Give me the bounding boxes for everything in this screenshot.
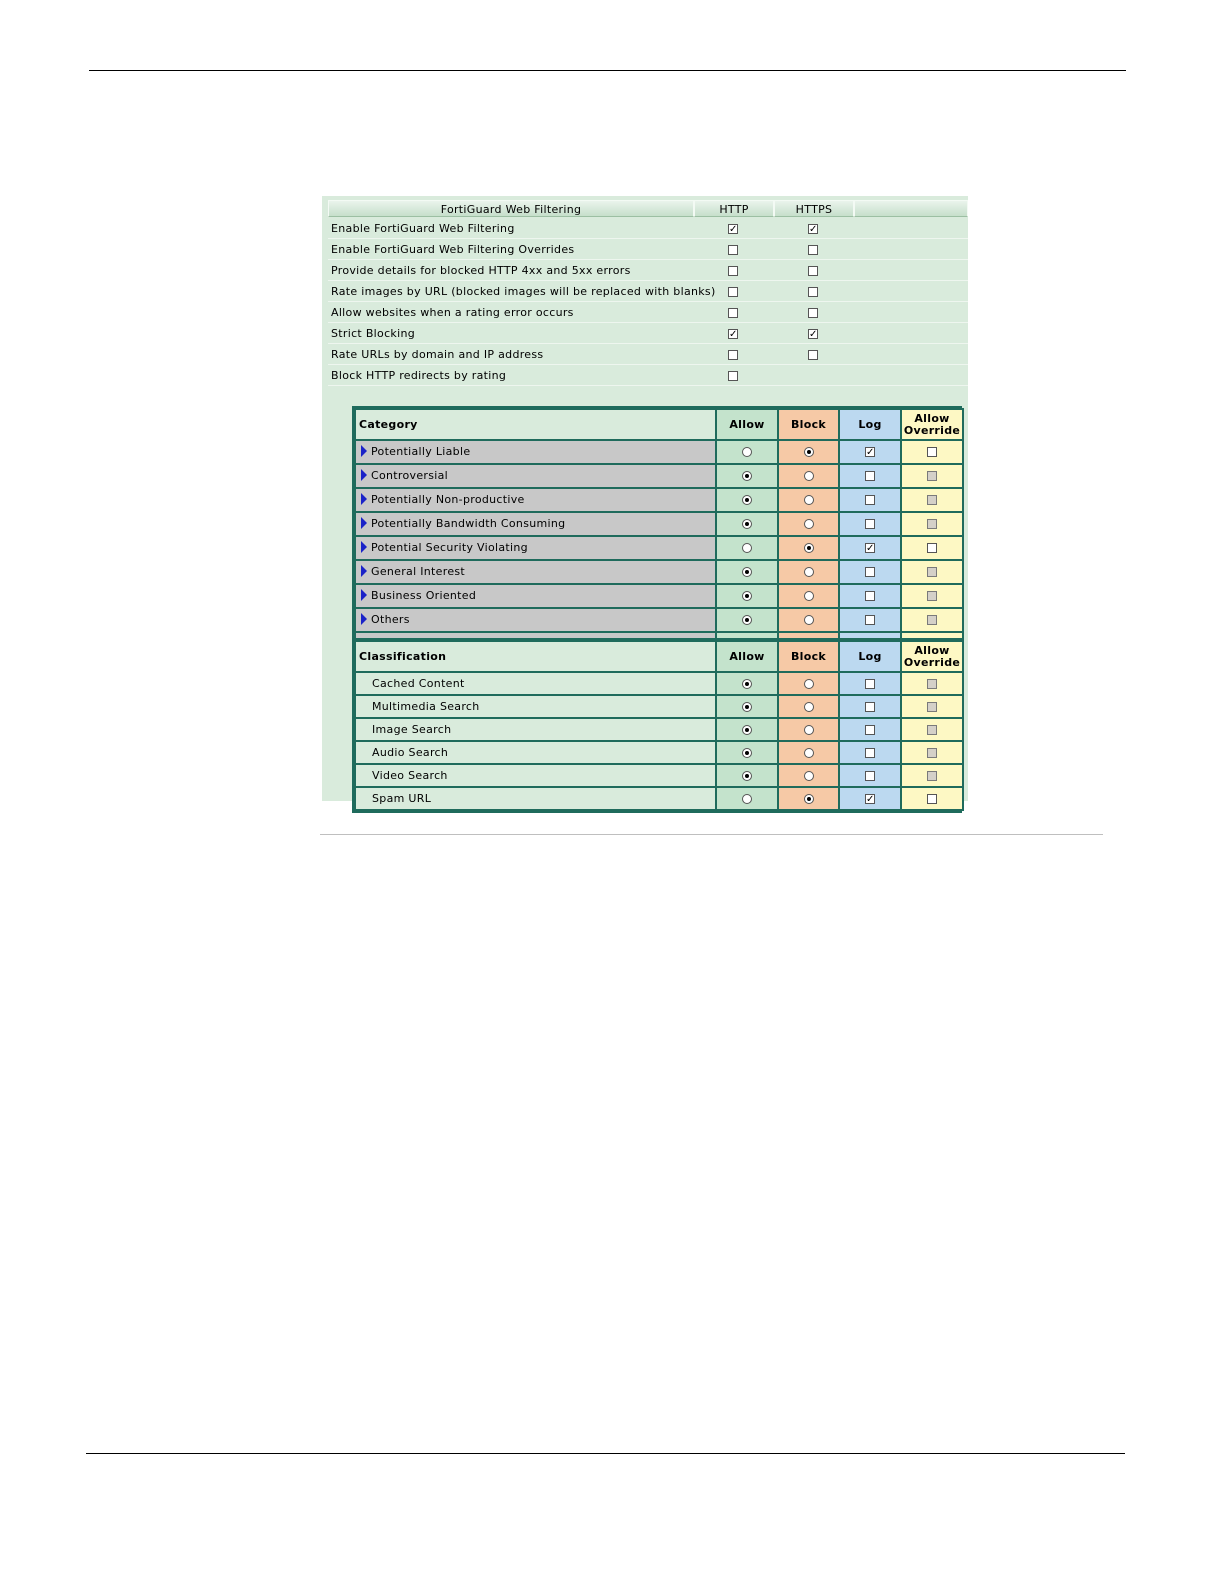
settings-row bbox=[328, 282, 968, 302]
allow-override-checkbox bbox=[927, 748, 937, 758]
https-checkbox[interactable] bbox=[808, 308, 818, 318]
settings-row bbox=[328, 345, 968, 365]
settings-row bbox=[328, 303, 968, 323]
block-radio[interactable] bbox=[804, 725, 814, 735]
settings-row-label: Enable FortiGuard Web Filtering bbox=[331, 222, 515, 235]
allow-radio[interactable] bbox=[742, 679, 752, 689]
category-row-label: Potentially Bandwidth Consuming bbox=[371, 517, 566, 530]
allow-radio[interactable] bbox=[742, 495, 752, 505]
classification-row-name-cell bbox=[355, 672, 716, 695]
settings-row bbox=[328, 324, 968, 344]
category-header-allow: Allow bbox=[716, 409, 778, 440]
classification-header-allow: Allow bbox=[716, 641, 778, 672]
category-row bbox=[355, 584, 963, 608]
log-checkbox[interactable] bbox=[865, 615, 875, 625]
classification-table bbox=[352, 638, 962, 813]
allow-cell bbox=[716, 536, 778, 560]
allow-cell bbox=[716, 787, 778, 810]
block-cell bbox=[778, 718, 839, 741]
classification-row-label: Video Search bbox=[372, 769, 448, 782]
log-checkbox[interactable] bbox=[865, 519, 875, 529]
settings-header-title: FortiGuard Web Filtering bbox=[328, 200, 694, 217]
category-table bbox=[352, 406, 962, 659]
override-cell bbox=[901, 584, 963, 608]
allow-radio[interactable] bbox=[742, 519, 752, 529]
category-row-name-cell[interactable] bbox=[355, 512, 716, 536]
https-checkbox[interactable] bbox=[808, 350, 818, 360]
allow-cell bbox=[716, 488, 778, 512]
allow-radio[interactable] bbox=[742, 447, 752, 457]
block-radio[interactable] bbox=[804, 591, 814, 601]
http-checkbox[interactable] bbox=[728, 245, 738, 255]
log-cell bbox=[839, 741, 901, 764]
category-row-name-cell[interactable] bbox=[355, 464, 716, 488]
log-cell bbox=[839, 512, 901, 536]
category-row-label: Others bbox=[371, 613, 410, 626]
log-cell bbox=[839, 464, 901, 488]
settings-header bbox=[328, 200, 968, 217]
http-checkbox[interactable] bbox=[728, 371, 738, 381]
http-checkbox[interactable] bbox=[728, 350, 738, 360]
classification-row-label: Multimedia Search bbox=[372, 700, 480, 713]
override-cell bbox=[901, 764, 963, 787]
log-cell bbox=[839, 718, 901, 741]
classification-row bbox=[355, 787, 963, 810]
block-cell bbox=[778, 741, 839, 764]
category-row-label: Business Oriented bbox=[371, 589, 477, 602]
settings-header-http: HTTP bbox=[694, 200, 774, 217]
block-cell bbox=[778, 764, 839, 787]
classification-header-row bbox=[355, 641, 963, 672]
settings-row-label: Rate images by URL (blocked images will be replaced with blanks) bbox=[331, 285, 716, 298]
allow-radio[interactable] bbox=[742, 748, 752, 758]
log-cell bbox=[839, 536, 901, 560]
classification-row bbox=[355, 764, 963, 787]
allow-override-checkbox bbox=[927, 771, 937, 781]
allow-cell bbox=[716, 672, 778, 695]
log-cell bbox=[839, 440, 901, 464]
classification-header-override: Allow Override bbox=[901, 641, 963, 672]
category-row bbox=[355, 536, 963, 560]
classification-header-name: Classification bbox=[355, 641, 716, 672]
log-checkbox[interactable] bbox=[865, 591, 875, 601]
block-radio[interactable] bbox=[804, 615, 814, 625]
allow-override-checkbox bbox=[927, 495, 937, 505]
category-row bbox=[355, 464, 963, 488]
category-row-name-cell[interactable] bbox=[355, 536, 716, 560]
category-header-override: Allow Override bbox=[901, 409, 963, 440]
block-radio[interactable] bbox=[804, 702, 814, 712]
expand-triangle-icon[interactable] bbox=[361, 541, 367, 553]
https-checkbox[interactable] bbox=[808, 266, 818, 276]
allow-radio[interactable] bbox=[742, 471, 752, 481]
override-cell bbox=[901, 718, 963, 741]
category-row-label: Potential Security Violating bbox=[371, 541, 528, 554]
classification-header-log: Log bbox=[839, 641, 901, 672]
category-row-name-cell[interactable] bbox=[355, 608, 716, 632]
http-checkbox[interactable]: ✓ bbox=[729, 224, 738, 235]
allow-override-checkbox bbox=[927, 725, 937, 735]
category-row bbox=[355, 512, 963, 536]
allow-override-checkbox[interactable] bbox=[927, 447, 937, 457]
allow-radio[interactable] bbox=[742, 794, 752, 804]
log-checkbox[interactable]: ✓ bbox=[866, 793, 875, 805]
block-cell bbox=[778, 608, 839, 632]
settings-row-label: Enable FortiGuard Web Filtering Overrides bbox=[331, 243, 575, 256]
allow-cell bbox=[716, 584, 778, 608]
category-row-name-cell[interactable] bbox=[355, 440, 716, 464]
block-cell bbox=[778, 488, 839, 512]
allow-override-checkbox[interactable] bbox=[927, 543, 937, 553]
allow-radio[interactable] bbox=[742, 543, 752, 553]
block-radio[interactable] bbox=[804, 794, 814, 804]
expand-triangle-icon[interactable] bbox=[361, 517, 367, 529]
block-cell bbox=[778, 560, 839, 584]
allow-override-checkbox bbox=[927, 615, 937, 625]
classification-row bbox=[355, 695, 963, 718]
log-checkbox[interactable] bbox=[865, 725, 875, 735]
category-row-label: Controversial bbox=[371, 469, 448, 482]
http-checkbox[interactable] bbox=[728, 308, 738, 318]
classification-row-name-cell bbox=[355, 741, 716, 764]
category-row-name-cell[interactable] bbox=[355, 584, 716, 608]
allow-override-checkbox bbox=[927, 519, 937, 529]
settings-row-label: Strict Blocking bbox=[331, 327, 415, 340]
block-radio[interactable] bbox=[804, 748, 814, 758]
allow-cell bbox=[716, 464, 778, 488]
http-checkbox[interactable] bbox=[728, 266, 738, 276]
log-checkbox[interactable] bbox=[865, 771, 875, 781]
override-cell bbox=[901, 787, 963, 810]
category-header-log: Log bbox=[839, 409, 901, 440]
classification-row bbox=[355, 672, 963, 695]
block-cell bbox=[778, 787, 839, 810]
allow-radio[interactable] bbox=[742, 615, 752, 625]
category-row-name-cell[interactable] bbox=[355, 488, 716, 512]
override-cell bbox=[901, 560, 963, 584]
expand-triangle-icon[interactable] bbox=[361, 613, 367, 625]
log-cell bbox=[839, 584, 901, 608]
classification-row-label: Image Search bbox=[372, 723, 452, 736]
classification-row-label: Cached Content bbox=[372, 677, 465, 690]
block-radio[interactable] bbox=[804, 495, 814, 505]
log-checkbox[interactable]: ✓ bbox=[866, 543, 875, 554]
https-checkbox[interactable]: ✓ bbox=[809, 329, 818, 340]
allow-override-checkbox bbox=[927, 567, 937, 577]
log-checkbox[interactable] bbox=[865, 567, 875, 577]
category-row-name-cell[interactable] bbox=[355, 560, 716, 584]
expand-triangle-icon[interactable] bbox=[361, 493, 367, 505]
classification-row-name-cell bbox=[355, 787, 716, 810]
allow-override-checkbox bbox=[927, 702, 937, 712]
settings-row-label: Provide details for blocked HTTP 4xx and 5xx errors bbox=[331, 264, 631, 277]
allow-radio[interactable] bbox=[742, 567, 752, 577]
classification-row-name-cell bbox=[355, 764, 716, 787]
log-checkbox[interactable]: ✓ bbox=[866, 447, 875, 458]
block-cell bbox=[778, 512, 839, 536]
category-row-label: Potentially Liable bbox=[371, 445, 471, 458]
allow-cell bbox=[716, 560, 778, 584]
page-top-rule bbox=[89, 70, 1126, 71]
block-cell bbox=[778, 584, 839, 608]
block-radio[interactable] bbox=[804, 471, 814, 481]
allow-cell bbox=[716, 764, 778, 787]
category-row-label: General Interest bbox=[371, 565, 466, 578]
allow-override-checkbox bbox=[927, 679, 937, 689]
classification-row bbox=[355, 718, 963, 741]
settings-row bbox=[328, 366, 968, 386]
expand-triangle-icon[interactable] bbox=[361, 469, 367, 481]
classification-row-name-cell bbox=[355, 718, 716, 741]
log-cell bbox=[839, 764, 901, 787]
block-radio[interactable] bbox=[804, 679, 814, 689]
settings-row-label: Rate URLs by domain and IP address bbox=[331, 348, 544, 361]
allow-cell bbox=[716, 718, 778, 741]
override-cell bbox=[901, 512, 963, 536]
allow-radio[interactable] bbox=[742, 702, 752, 712]
category-row bbox=[355, 440, 963, 464]
https-checkbox[interactable]: ✓ bbox=[809, 224, 818, 235]
block-radio[interactable] bbox=[804, 543, 814, 553]
override-cell bbox=[901, 608, 963, 632]
settings-row bbox=[328, 261, 968, 281]
log-checkbox[interactable] bbox=[865, 471, 875, 481]
log-cell bbox=[839, 488, 901, 512]
https-checkbox[interactable] bbox=[808, 287, 818, 297]
allow-override-checkbox[interactable] bbox=[927, 794, 937, 804]
allow-cell bbox=[716, 741, 778, 764]
block-radio[interactable] bbox=[804, 447, 814, 457]
block-radio[interactable] bbox=[804, 771, 814, 781]
classification-row-label: Spam URL bbox=[372, 792, 432, 805]
settings-header-https: HTTPS bbox=[774, 200, 854, 217]
block-cell bbox=[778, 440, 839, 464]
figure-caption-rule bbox=[320, 834, 1103, 835]
category-header-block: Block bbox=[778, 409, 839, 440]
override-cell bbox=[901, 695, 963, 718]
page-bottom-rule bbox=[86, 1453, 1125, 1454]
settings-row-label: Allow websites when a rating error occurs bbox=[331, 306, 574, 319]
log-cell bbox=[839, 560, 901, 584]
settings-row-label: Block HTTP redirects by rating bbox=[331, 369, 507, 382]
block-cell bbox=[778, 672, 839, 695]
https-checkbox[interactable] bbox=[808, 245, 818, 255]
override-cell bbox=[901, 488, 963, 512]
category-row bbox=[355, 608, 963, 632]
override-cell bbox=[901, 440, 963, 464]
category-header-name: Category bbox=[355, 409, 716, 440]
settings-row bbox=[328, 240, 968, 260]
override-cell bbox=[901, 464, 963, 488]
allow-cell bbox=[716, 512, 778, 536]
allow-radio[interactable] bbox=[742, 591, 752, 601]
log-checkbox[interactable] bbox=[865, 748, 875, 758]
classification-row bbox=[355, 741, 963, 764]
log-checkbox[interactable] bbox=[865, 702, 875, 712]
log-checkbox[interactable] bbox=[865, 495, 875, 505]
classification-row-name-cell bbox=[355, 695, 716, 718]
log-cell bbox=[839, 672, 901, 695]
http-checkbox[interactable] bbox=[728, 287, 738, 297]
category-header-row bbox=[355, 409, 963, 440]
override-cell bbox=[901, 741, 963, 764]
allow-cell bbox=[716, 608, 778, 632]
expand-triangle-icon[interactable] bbox=[361, 565, 367, 577]
block-cell bbox=[778, 536, 839, 560]
block-radio[interactable] bbox=[804, 519, 814, 529]
expand-triangle-icon[interactable] bbox=[361, 589, 367, 601]
override-cell bbox=[901, 536, 963, 560]
category-row-label: Potentially Non-productive bbox=[371, 493, 525, 506]
category-row bbox=[355, 488, 963, 512]
log-cell bbox=[839, 695, 901, 718]
log-cell bbox=[839, 787, 901, 810]
settings-header-blank bbox=[854, 200, 968, 217]
block-radio[interactable] bbox=[804, 567, 814, 577]
allow-cell bbox=[716, 695, 778, 718]
allow-radio[interactable] bbox=[742, 725, 752, 735]
fortiguard-web-filtering-panel bbox=[322, 196, 968, 805]
log-checkbox[interactable] bbox=[865, 679, 875, 689]
allow-cell bbox=[716, 440, 778, 464]
http-checkbox[interactable]: ✓ bbox=[729, 329, 738, 340]
classification-row-label: Audio Search bbox=[372, 746, 449, 759]
category-row bbox=[355, 560, 963, 584]
allow-override-checkbox bbox=[927, 471, 937, 481]
override-cell bbox=[901, 672, 963, 695]
block-cell bbox=[778, 464, 839, 488]
settings-row bbox=[328, 219, 968, 239]
expand-triangle-icon[interactable] bbox=[361, 445, 367, 457]
allow-override-checkbox bbox=[927, 591, 937, 601]
allow-radio[interactable] bbox=[742, 771, 752, 781]
log-cell bbox=[839, 608, 901, 632]
block-cell bbox=[778, 695, 839, 718]
classification-header-block: Block bbox=[778, 641, 839, 672]
